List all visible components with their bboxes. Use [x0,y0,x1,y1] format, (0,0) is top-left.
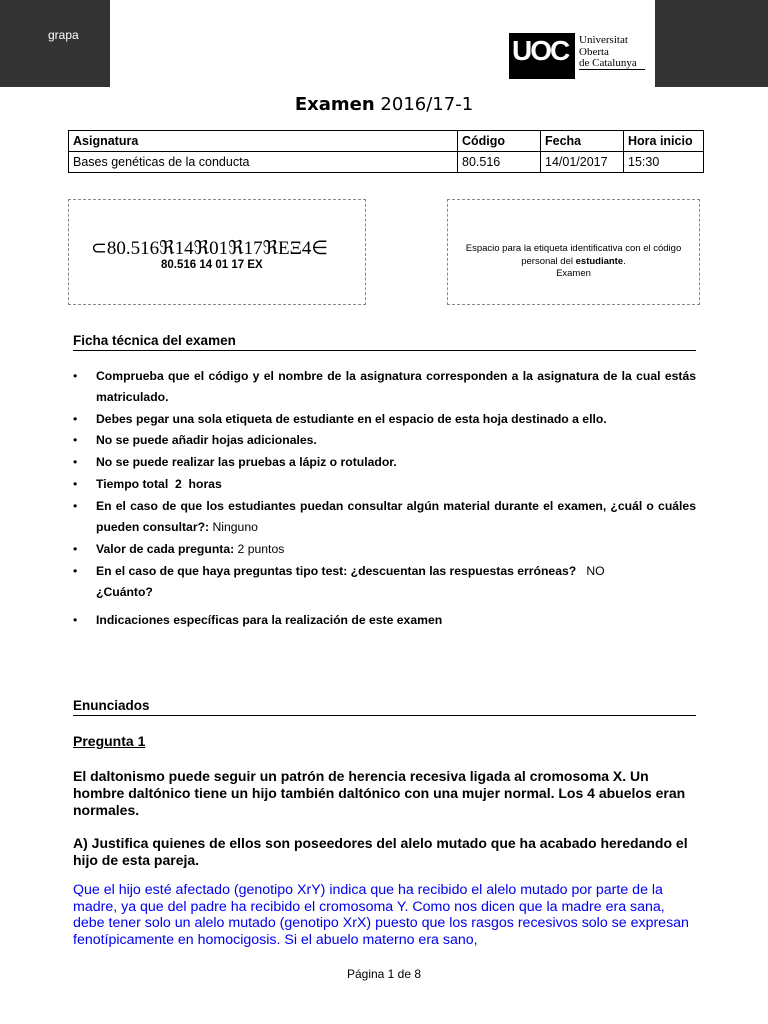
value-hora: 15:30 [624,152,704,173]
list-item: • Indicaciones específicas para la realización de este examen [73,610,696,631]
barcode: ⊂80.516ℜ14ℜ01ℜ17ℜEΞ4∈ [91,238,328,259]
exam-code: 80.516 14 01 17 EX [161,259,263,271]
ficha-heading: Ficha técnica del examen [73,333,696,351]
bullet-icon: • [73,499,78,513]
value-fecha: 14/01/2017 [541,152,624,173]
corner-block [655,0,768,87]
uoc-logo-mark: UOC [509,33,575,79]
staple-area [0,0,110,87]
answer-text: Que el hijo esté afectado (genotipo XrY) indica que ha recibido el alelo mutado por parte de la madre, ya que del padre ha recibido el cromosoma Y. Como nos dicen que la madre era sana, debe tener solo un alelo mutado (genotipo XrX) puesto que los rasgos recesivos solo se expresan fenotípicamente en homocigosis. Si el abuelo materno era sano, [73,882,689,948]
header-codigo: Código [458,131,541,152]
table-header-row [69,131,704,152]
enunciados-heading: Enunciados [73,698,696,716]
list-item: • Comprueba que el código y el nombre de la asignatura corresponden a la asignatura de la cual estás matriculado. [73,366,696,408]
value-asignatura: Bases genéticas de la conducta [69,152,458,173]
question-text: El daltonismo puede seguir un patrón de herencia recesiva ligada al cromosoma X. Un hombre daltónico tiene un hijo también daltónico con una mujer normal. Los 4 abuelos eran normales. [73,768,686,818]
list-item: • Valor de cada pregunta: 2 puntos [73,539,696,560]
table-row [69,152,704,173]
exam-code-box [68,199,366,305]
list-item: • No se puede realizar las pruebas a lápiz o rotulador. [73,452,696,473]
list-item: • No se puede añadir hojas adicionales. [73,430,696,451]
label-instructions: Espacio para la etiqueta identificativa con el código personal del estudiante. Examen [465,243,682,279]
uoc-logo-text: Universitat Oberta de Catalunya [579,34,637,69]
bullet-icon: • [73,613,78,627]
bullet-icon: • [73,477,78,491]
bullet-icon: • [73,455,78,469]
grapa-label: grapa [48,28,79,42]
question-title: Pregunta 1 [73,733,146,749]
header-hora: Hora inicio [624,131,704,152]
uoc-logo [509,33,646,79]
bullet-icon: • [73,564,78,578]
subquestion-text: A) Justifica quienes de ellos son poseedores del alelo mutado que ha acabado heredando el hijo de esta pareja. [73,835,688,868]
bullet-icon: • [73,412,78,426]
page-number: Página 1 de 8 [346,967,422,981]
value-codigo: 80.516 [458,152,541,173]
header-asignatura: Asignatura [69,131,458,152]
bullet-icon: • [73,369,78,383]
list-item: • Tiempo total 2 horas [73,474,696,495]
student-label-box [447,199,700,305]
exam-title: Examen 2016/17-1 [294,94,474,115]
logo-rule [579,69,645,70]
bullet-icon: • [73,433,78,447]
list-item: • Debes pegar una sola etiqueta de estudiante en el espacio de esta hoja destinado a ello. [73,409,696,430]
bullet-icon: • [73,542,78,556]
list-item: • En el caso de que los estudiantes puedan consultar algún material durante el examen, ¿cuál o cuáles pueden consultar?: Ninguno [73,496,696,538]
exam-info-table [68,130,704,173]
header-fecha: Fecha [541,131,624,152]
list-item: • En el caso de que haya preguntas tipo test: ¿descuentan las respuestas erróneas? NO ¿Cuánto? [73,561,696,603]
